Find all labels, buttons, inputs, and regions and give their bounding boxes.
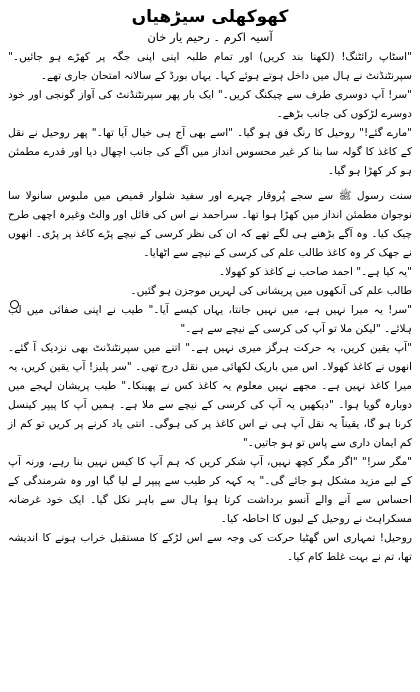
paragraph-4: سنت رسول ﷺ سے سجے پُروقار چہرے اور سفید شلوار قمیص میں ملبوس سانولا سا نوجوان مطمئن انداز میں کھڑا ہوا تھا۔ سراحمد نے اس کی فائل اور والٹ وغیرہ اچھی طرح چیک کیا۔ وہ آگے بڑھنے ہی لگے تھے کہ ان کی نظر کرسی کے نیچے پڑے کاغذ پر پڑی۔ انھوں نے جھک کر وہ کاغذ طالب علم کی کرسی کے نیچے سے اٹھایا۔ [8, 190, 412, 259]
paragraph-6: طالب علم کی آنکھوں میں پریشانی کی لہریں موجزن ہو گئیں۔ [130, 285, 412, 297]
author-byline: آسیہ اکرم ۔ رحیم یار خان [147, 30, 273, 44]
paragraph-5: "یہ کیا ہے۔" احمد صاحب نے کاغذ کو کھولا۔ [219, 266, 412, 278]
paragraph-7: "سر! یہ میرا نہیں ہے، میں نہیں جانتا، یہاں کیسے آیا۔" طیب نے اپنی صفائی میں لب ہلائے۔ "لیکن ملا تو آپ کی کرسی کے نیچے سے ہے۔" [8, 304, 412, 335]
story-title: کھوکھلی سیڑھیاں [131, 7, 289, 27]
paragraph-8: "آپ یقین کریں، یہ حرکت ہرگز میری نہیں ہے۔" اتنے میں سپرنٹنڈنٹ بھی نزدیک آ گئے۔ انھوں نے کاغذ کھولا۔ اس میں باریک لکھائی میں نقل درج تھی۔ "سر پلیز! آپ یقین کریں، یہ میرا کاغذ نہیں ہے۔ مجھے نہیں معلوم یہ کاغذ کس نے پھینکا۔" طیب پریشان لہجے میں دوبارہ گویا ہوا۔ "دیکھیں یہ آپ کی کرسی کے نیچے سے ملا ہے۔ ہمیں آپ کا پیپر کینسل کرنا ہو گا، یقیناً یہ نقل آپ ہی نے اس کاغذ پر کی ہوگی۔ انتی یاد کرنے پر کریں تو کم از کم ایمان داری سے پاس تو ہو جاتیں۔" [8, 342, 412, 449]
section-break-circle-icon [10, 300, 19, 309]
paragraph-2: "سر! آپ دوسری طرف سے چیکنگ کریں۔" ایک بار پھر سپرنٹنڈنٹ کی آواز گونجی اور خود دوسرے لڑکوں کی جانب بڑھے۔ [8, 89, 412, 120]
paragraph-10: روحیل! تمہاری اس گھٹیا حرکت کی وجہ سے اس لڑکے کا مستقبل خراب ہونے کا اندیشہ تھا، تم نے بہت غلط کام کیا۔ [8, 532, 412, 563]
paragraph-1: "اسٹاپ رائٹنگ! (لکھنا بند کریں) اور تمام طلبہ اپنی اپنی جگہ پر کھڑے ہو جائیں۔" سپرنٹنڈنٹ نے ہال میں داخل ہوتے ہوئے کہا۔ یہاں بورڈ کے سالانہ امتحان جاری تھے۔ [8, 51, 412, 82]
paragraph-3: "مارے گئے!" روحیل کا رنگ فق ہو گیا۔ "اسے بھی آج ہی خیال آیا تھا۔" پھر روحیل نے نقل کے کاغذ کا گولہ سا بنا کر غیر محسوس انداز میں آگے کی جانب اچھال دیا اور قدرے مطمئن ہو کر کھڑا ہو گیا۔ [8, 127, 412, 177]
paragraph-9: "مگر سر!" "اگر مگر کچھ نہیں، آپ شکر کریں کہ ہم آپ کا کیس نہیں بنا رہے، ورنہ آپ کے لیے مزید مشکل ہو جائے گی۔" یہ کہہ کر طیب سے پیپر لے لیا گیا اور وہ شرمندگی کے احساس سے آنے والے آنسو برداشت کرتا ہوا ہال سے باہر نکل گیا۔ ایک خود غرضانہ مسکراہٹ نے روحیل کے لبوں کا احاطہ کیا۔ [8, 456, 412, 525]
